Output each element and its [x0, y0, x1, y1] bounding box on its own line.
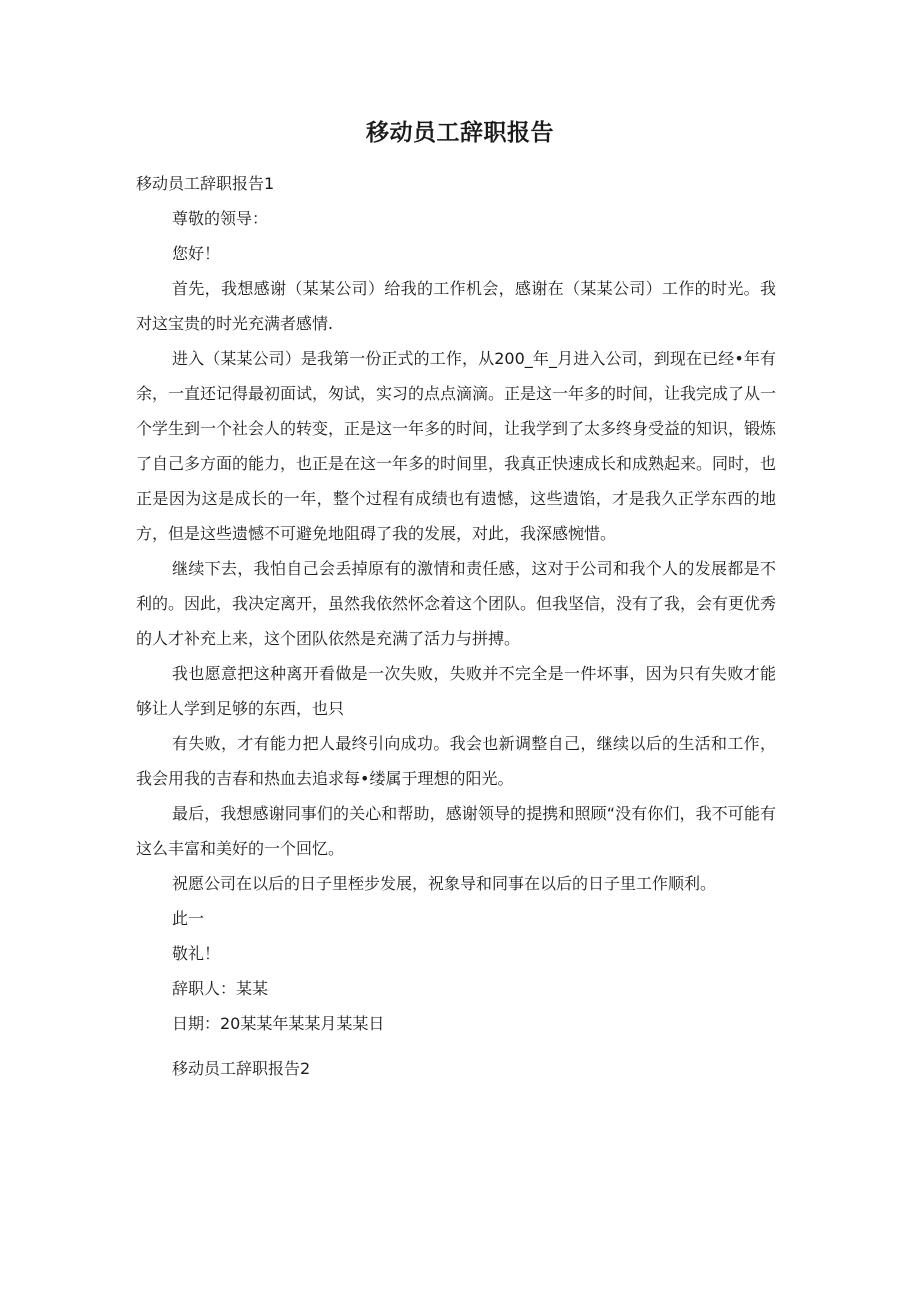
- section-heading-1: 移动员工辞职报告1: [136, 174, 275, 193]
- paragraph-thanks: 首先，我想感谢（某某公司）给我的工作机会，感谢在（某某公司）工作的时光。我对这宝贵的时光充满者感情.: [136, 279, 776, 333]
- closing-salute: 敬礼！: [172, 944, 221, 963]
- paragraph-gratitude: 最后，我想感谢同事们的关心和帮助，感谢领导的提携和照顾“没有你们，我不可能有这么丰富和美好的一个回忆。: [136, 804, 776, 858]
- paragraph-decision: 继续下去，我怕自己会丢掉原有的激情和责任感，这对于公司和我个人的发展都是不利的。因此，我决定离开，虽然我依然怀念着这个团队。但我坚信，没有了我，会有更优秀的人才补充上来，这个团队依然是充满了活力与拼搏。: [136, 559, 777, 648]
- salutation: 尊敬的领导：: [172, 209, 269, 228]
- greeting: 您好！: [172, 244, 221, 263]
- document-title: 移动员工辞职报告: [366, 120, 554, 146]
- paragraph-wishes: 祝愿公司在以后的日子里桎步发展，祝象导和同事在以后的日子里工作顺利。: [172, 874, 717, 893]
- paragraph-experience: 进入（某某公司）是我第一份正式的工作，从200_年_月进入公司，到现在已经•年有余，一直还记得最初面试，匆试，实习的点点滴滴。正是这一年多的时间，让我完成了从一个学生到一个社会人的转变，正是这一年多的时间，让我学到了太多终身受益的知识，锻炼了自己多方面的能力，也正是在这一年多的时间里，我真正快速成长和成熟起来。同时，也正是因为这是成长的一年，整个过程有成绩也有遗憾，这些遗馅，才是我久正学东西的地方，但是这些遗憾不可避免地阻碍了我的发展，对此，我深感惋惜。: [136, 349, 777, 543]
- paragraph-success: 有失败，才有能力把人最终引向成功。我会也新调整自己，继续以后的生活和工作，我会用我的吉春和热血去追求每•缕属于理想的阳光。: [136, 734, 776, 788]
- closing-line: 此一: [172, 909, 205, 928]
- paragraph-failure: 我也愿意把这种离开看做是一次失败，失败并不完全是一件坏事，因为只有失败才能够让人学到足够的东西，也只: [136, 664, 776, 718]
- document-body: [136, 166, 776, 1086]
- signature-date: 日期：20某某年某某月某某日: [172, 1014, 385, 1033]
- signature-name: 辞职人：某某: [172, 979, 269, 998]
- section-heading-2: 移动员工辞职报告2: [172, 1059, 311, 1078]
